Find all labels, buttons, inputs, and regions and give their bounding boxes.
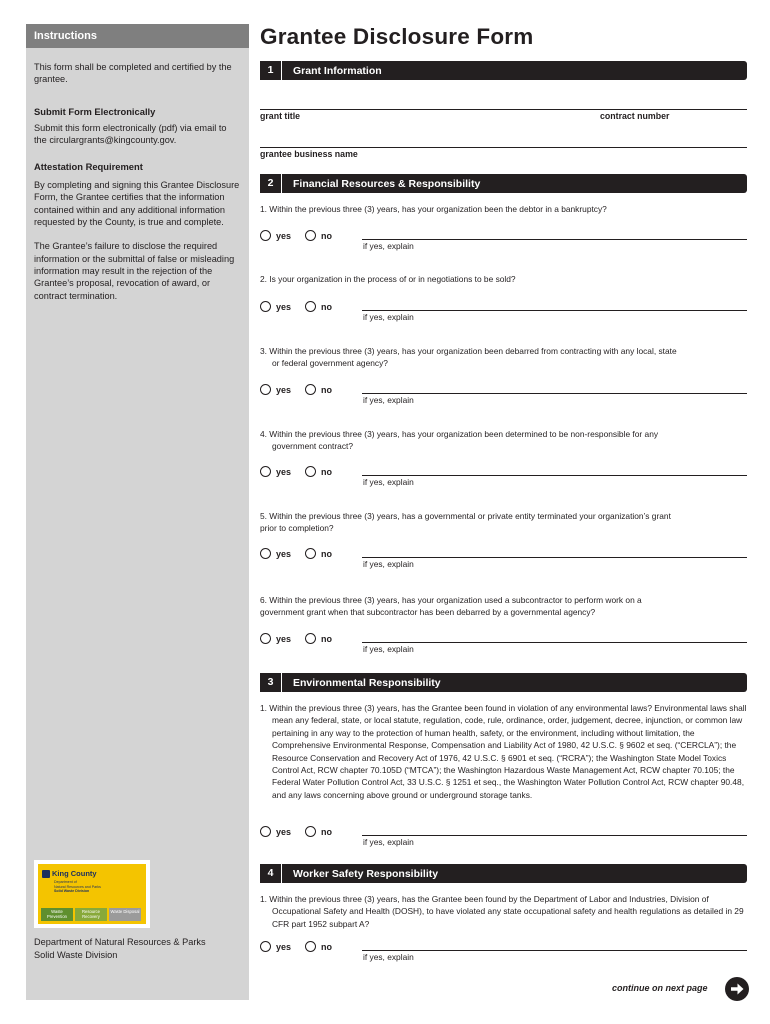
no-option[interactable]: no: [305, 548, 332, 559]
radio-icon[interactable]: [260, 633, 271, 644]
radio-icon[interactable]: [305, 826, 316, 837]
question-2-3: 3. Within the previous three (3) years, has your organization been debarred from contracting with any local, state or federal government agency?: [260, 346, 677, 369]
contract-number-label: contract number: [600, 111, 670, 121]
answer-2-4: [260, 466, 346, 477]
instructions-sidebar: [26, 24, 249, 1000]
explain-field[interactable]: [362, 310, 747, 311]
section-3-header: 3 Environmental Responsibility: [260, 673, 747, 692]
question-2-1: 1. Within the previous three (3) years, has your organization been the debtor in a bankruptcy?: [260, 204, 607, 214]
explain-label: if yes, explain: [363, 559, 414, 569]
yes-option[interactable]: yes: [260, 941, 291, 952]
answer-2-3: [260, 384, 346, 395]
explain-field[interactable]: [362, 239, 747, 240]
question-2-2: 2. Is your organization in the process of or in negotiations to be sold?: [260, 274, 516, 284]
radio-icon[interactable]: [305, 466, 316, 477]
answer-4-1: [260, 941, 346, 952]
radio-icon[interactable]: [305, 301, 316, 312]
question-2-5: 5. Within the previous three (3) years, has a governmental or private entity terminated your organization’s grant prior to completion?: [260, 511, 671, 534]
explain-field[interactable]: [362, 835, 747, 836]
yes-option[interactable]: yes: [260, 301, 291, 312]
radio-icon[interactable]: [260, 826, 271, 837]
explain-field[interactable]: [362, 557, 747, 558]
yes-option[interactable]: yes: [260, 384, 291, 395]
explain-label: if yes, explain: [363, 644, 414, 654]
radio-icon[interactable]: [305, 230, 316, 241]
department-name: Department of Natural Resources & Parks Solid Waste Division: [34, 937, 206, 960]
section-2-header: 2 Financial Resources & Responsibility: [260, 174, 747, 193]
answer-2-5: [260, 548, 346, 559]
grant-title-label: grant title: [260, 111, 301, 121]
explain-field[interactable]: [362, 950, 747, 951]
explain-field[interactable]: [362, 642, 747, 643]
sidebar-intro: This form shall be completed and certified by the grantee.: [34, 62, 232, 85]
answer-2-6: [260, 633, 346, 644]
no-option[interactable]: no: [305, 466, 332, 477]
no-option[interactable]: no: [305, 941, 332, 952]
yes-option[interactable]: yes: [260, 548, 291, 559]
business-name-label: grantee business name: [260, 149, 358, 159]
explain-label: if yes, explain: [363, 952, 414, 962]
answer-3-1: [260, 826, 346, 837]
question-4-1: 1. Within the previous three (3) years, has the Grantee been found by the Department of Labor and Industries, Division of Occupational Safety and Health (DOSH), to have violated any state occupational safety and health regulations as detailed in 29 CFR part 1952 subpart A?: [260, 894, 744, 929]
radio-icon[interactable]: [260, 941, 271, 952]
answer-2-1: [260, 230, 346, 241]
no-option[interactable]: no: [305, 633, 332, 644]
yes-option[interactable]: yes: [260, 826, 291, 837]
continue-text: continue on next page: [612, 983, 708, 993]
radio-icon[interactable]: [305, 941, 316, 952]
radio-icon[interactable]: [260, 301, 271, 312]
radio-icon[interactable]: [260, 548, 271, 559]
explain-label: if yes, explain: [363, 241, 414, 251]
explain-field[interactable]: [362, 475, 747, 476]
explain-label: if yes, explain: [363, 312, 414, 322]
no-option[interactable]: no: [305, 384, 332, 395]
arrow-right-icon[interactable]: [725, 977, 749, 1001]
yes-option[interactable]: yes: [260, 466, 291, 477]
question-2-6: 6. Within the previous three (3) years, has your organization used a subcontractor to perform work on a government grant when that subcontractor has been debarred by a governmental agency?: [260, 595, 642, 618]
submit-text: Submit this form electronically (pdf) via email to the circulargrants@kingcounty.gov.: [34, 122, 227, 145]
yes-option[interactable]: yes: [260, 633, 291, 644]
section-1-header: 1 Grant Information: [260, 61, 747, 80]
radio-icon[interactable]: [305, 384, 316, 395]
radio-icon[interactable]: [260, 466, 271, 477]
radio-icon[interactable]: [260, 230, 271, 241]
failure-text: The Grantee’s failure to disclose the required information or the submittal of false or misleading information may result in the rejection of the Grantee’s proposal, revocation of award, or contract termination.: [34, 241, 235, 301]
no-option[interactable]: no: [305, 230, 332, 241]
business-name-line[interactable]: [260, 147, 747, 148]
explain-label: if yes, explain: [363, 837, 414, 847]
question-3-1: 1. Within the previous three (3) years, has the Grantee been found in violation of any environmental laws? Environmental laws shall mean any federal, state, or local statute, regulation, code, rule, ordinance, order, judgement, decree, injunction, or common law pertaining in any way to the protection of human health, safety, or the environment, including without limitation, the Comprehensive Environmental Response, Compensation and Liability Act of 1980, 42 U.S.C. § 9602 et seq. (“CERCLA”); the Resource Conservation and Recovery Act of 1976, 42 U.S.C. § 6901 et seq. (“RCRA”); the Washington State Model Toxics Control Act, RCW chapter 70.105D (“MTCA”); the Washington Hazardous Waste Management Act, RCW chapter 70.105; the Federal Water Pollution Control Act, 33 U.S.C. § 1251 et seq., the Washington Water Pollution Control Act, RCW chapter 90.48, and any laws concerning above ground or underground storage tanks.: [260, 703, 747, 800]
explain-field[interactable]: [362, 393, 747, 394]
submit-heading: Submit Form Electronically: [34, 105, 156, 117]
king-county-logo: King County Department of Natural Resources and Parks Solid Waste Division Waste Prevention Resource Recovery Waste Disposal: [34, 860, 150, 928]
page-title: Grantee Disclosure Form: [260, 24, 534, 49]
crown-icon: [42, 870, 50, 878]
radio-icon[interactable]: [305, 633, 316, 644]
question-2-4: 4. Within the previous three (3) years, has your organization been determined to be non-responsible for any government contract?: [260, 429, 659, 452]
sidebar-header: Instructions: [26, 24, 249, 48]
attest-heading: Attestation Requirement: [34, 161, 143, 173]
yes-option[interactable]: yes: [260, 230, 291, 241]
section-4-header: 4 Worker Safety Responsibility: [260, 864, 747, 883]
attest-text: By completing and signing this Grantee Disclosure Form, the Grantee certifies that the information contained within and any additional information requested by the County, is true and complete.: [34, 180, 240, 228]
radio-icon[interactable]: [260, 384, 271, 395]
explain-label: if yes, explain: [363, 395, 414, 405]
answer-2-2: [260, 301, 346, 312]
no-option[interactable]: no: [305, 301, 332, 312]
grant-title-line[interactable]: [260, 109, 747, 110]
radio-icon[interactable]: [305, 548, 316, 559]
explain-label: if yes, explain: [363, 477, 414, 487]
no-option[interactable]: no: [305, 826, 332, 837]
